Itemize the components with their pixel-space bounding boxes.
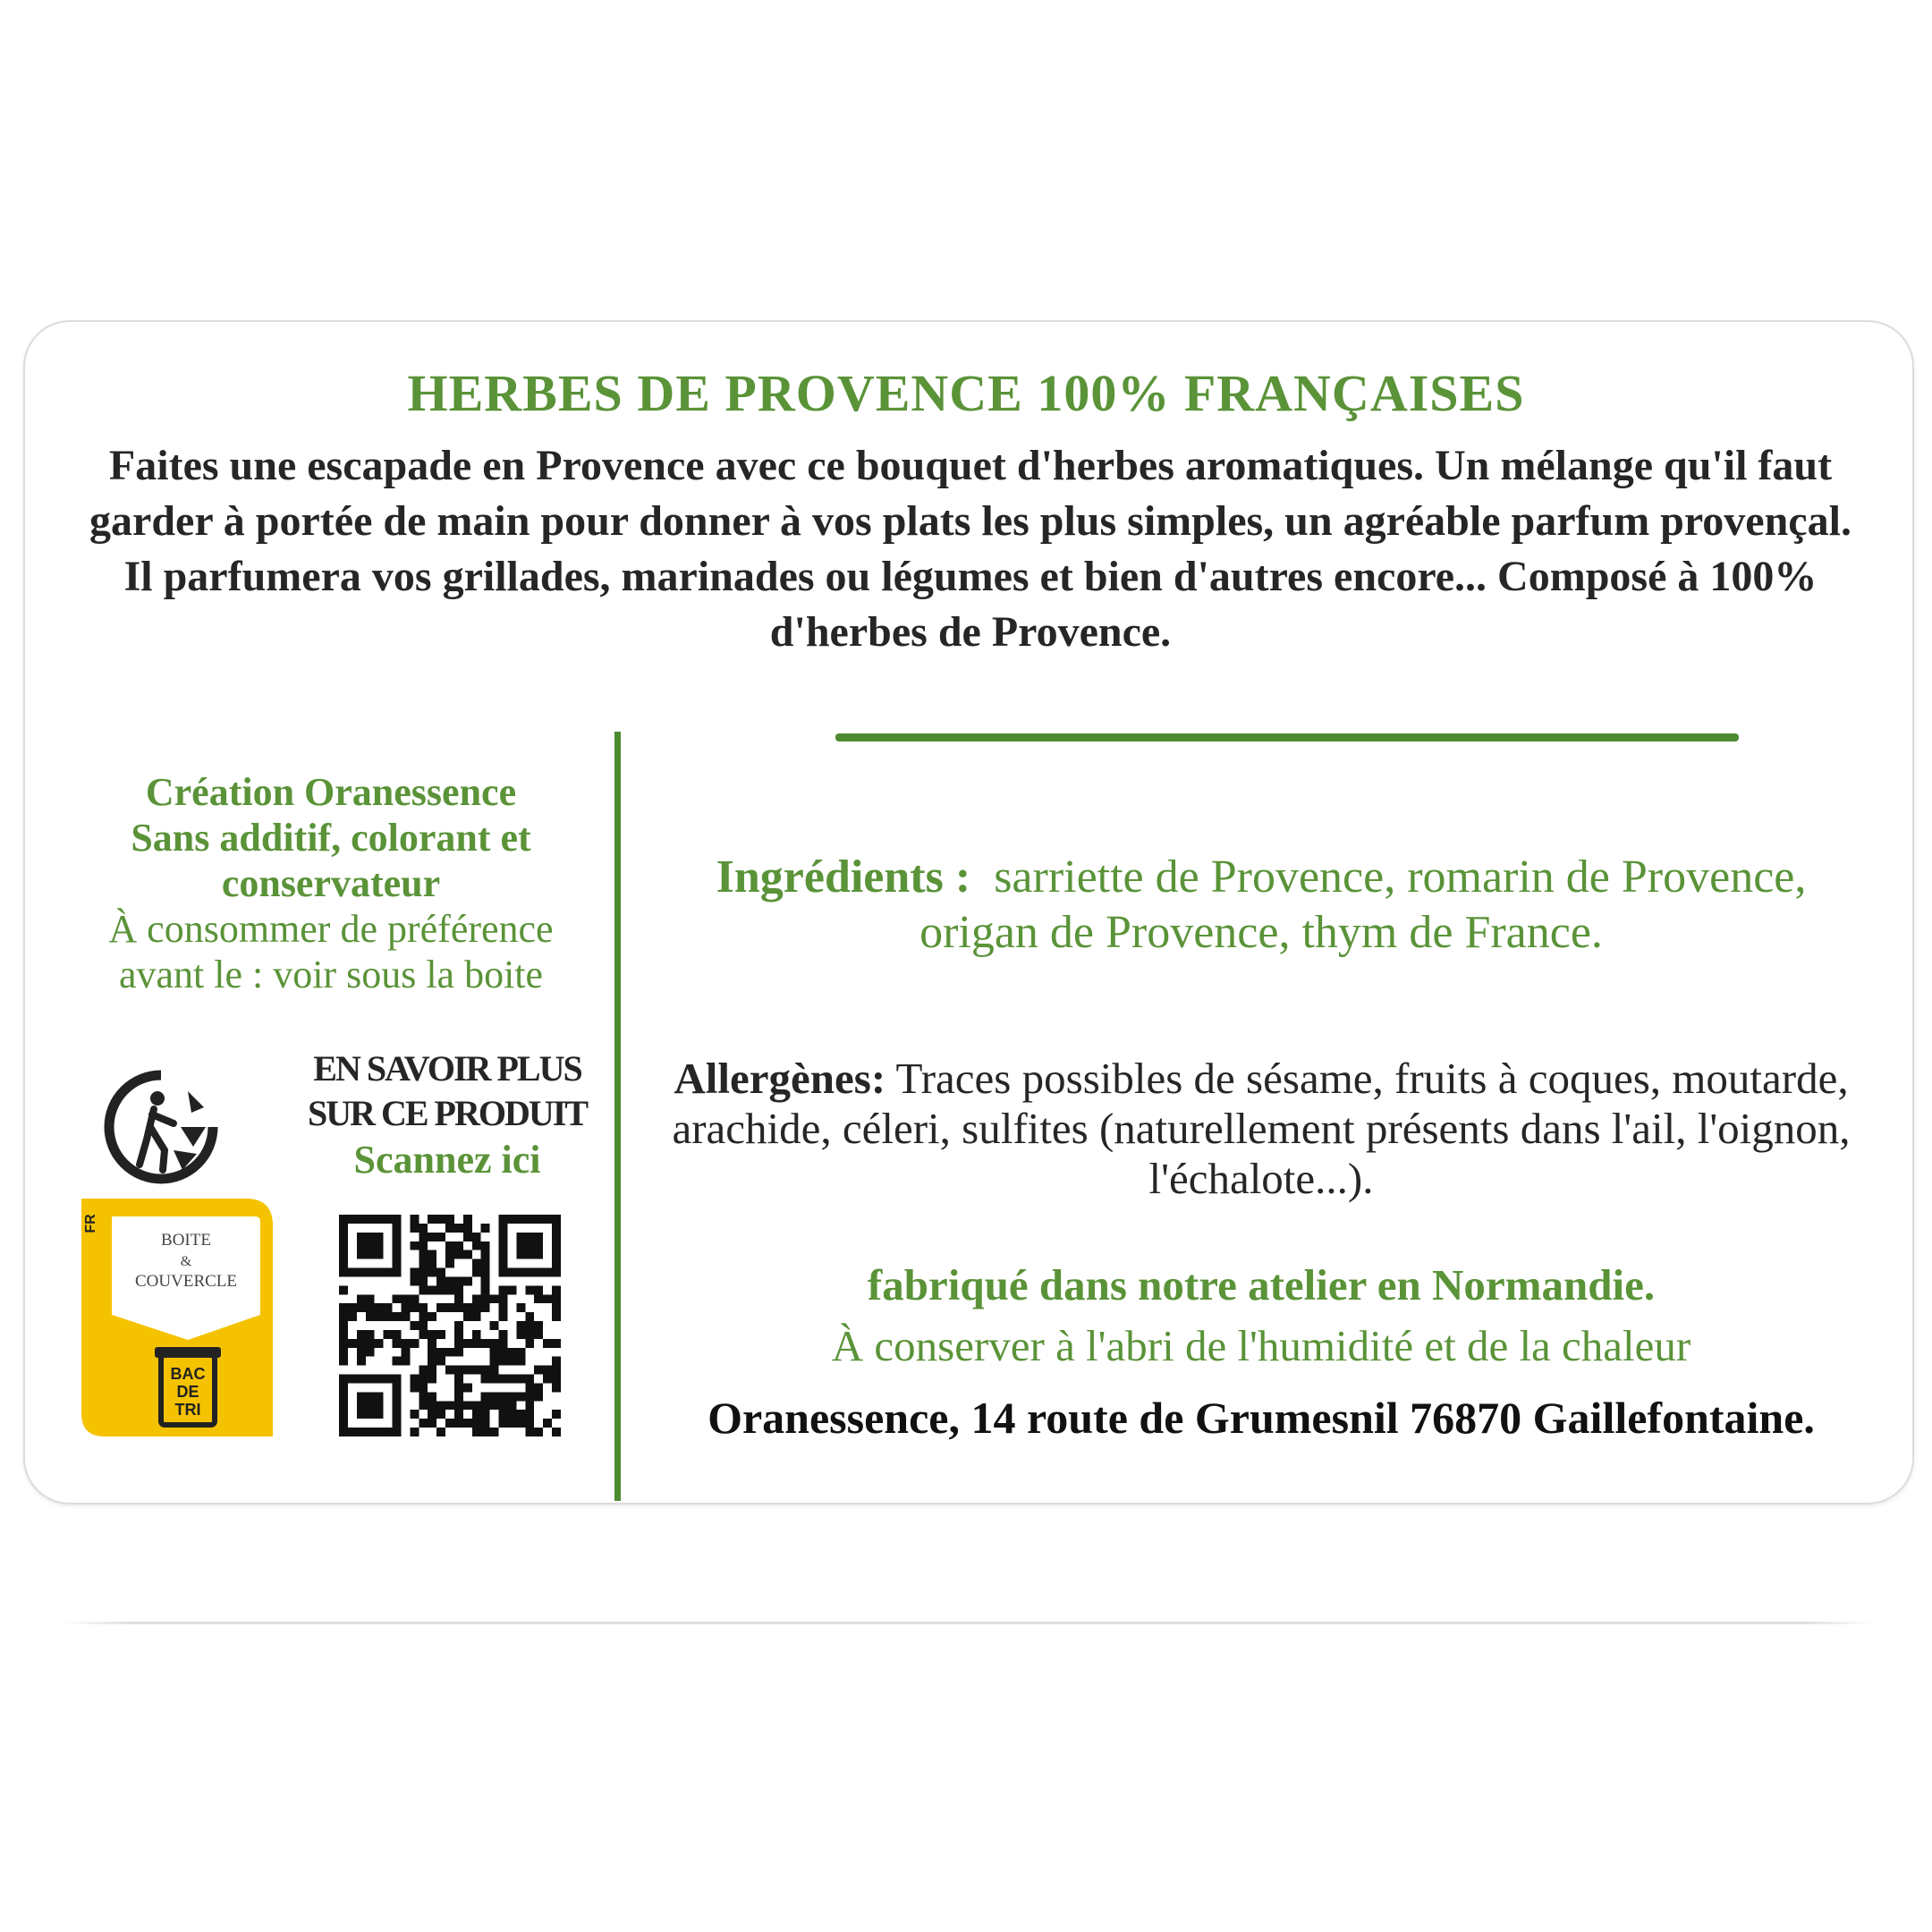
scan-here-label: Scannez ici [353,1138,541,1182]
bottom-divider [61,1622,1875,1624]
made-in-normandy: fabriqué dans notre atelier en Normandie. [867,1260,1656,1309]
product-title: HERBES DE PROVENCE 100% FRANÇAISES [407,364,1525,422]
qr-callout-line1: EN SAVOIR PLUS [313,1048,581,1089]
ingredients-list: sarriette de Provence, romarin de Provence, origan de Provence, thym de France. [919,852,1807,958]
svg-text:&: & [180,1254,192,1269]
producer-info [80,769,581,997]
storage-advice: À conserver à l'abri de l'humidité et de la chaleur [831,1321,1691,1370]
qr-code-icon[interactable] [338,1215,562,1436]
qr-callout [295,1046,599,1182]
allergens-text: Traces possibles de sésame, fruits à coques, moutarde, arachide, céleri, sulfites (naturellement présents dans l'ail, l'oignon, l'échalote...). [672,1054,1851,1203]
sorting-bin-icon [155,1347,221,1425]
qr-callout-line2: SUR CE PRODUIT [307,1093,588,1133]
allergens-block [653,1054,1869,1204]
svg-text:BAC: BAC [170,1365,206,1383]
svg-text:DE: DE [176,1383,199,1401]
green-vertical-divider [614,732,621,1501]
recycle-person-icon [98,1064,224,1190]
allergens-label: Allergènes: [674,1054,886,1103]
triman-badge-icon [76,1190,282,1440]
triman-country: FR [83,1214,98,1233]
no-additive-line: Sans additif, colorant et conservateur [131,816,531,905]
ingredients-label: Ingrédients : [716,852,971,902]
product-description: Faites une escapade en Provence avec ce bouquet d'herbes aromatiques. Un mélange qu'il faut garder à portée de main pour donner à vos plats les plus simples, un agréable parfum provençal. Il parfumera vos grillades, marinades ou légumes et bien d'autres encore... Composé à 100% d'herbes de Provence. [89,442,1852,656]
creation-line: Création Oranessence [145,770,517,814]
best-before-line: À consommer de préférence avant le : voir sous la boite [108,907,554,996]
svg-text:BOITE: BOITE [161,1231,211,1250]
svg-text:TRI: TRI [174,1401,201,1419]
svg-text:COUVERCLE: COUVERCLE [135,1272,237,1291]
producer-address: Oranessence, 14 route de Grumesnil 76870 Gaillefontaine. [708,1393,1815,1443]
ingredients-block [653,850,1869,961]
green-horizontal-rule [835,733,1739,741]
